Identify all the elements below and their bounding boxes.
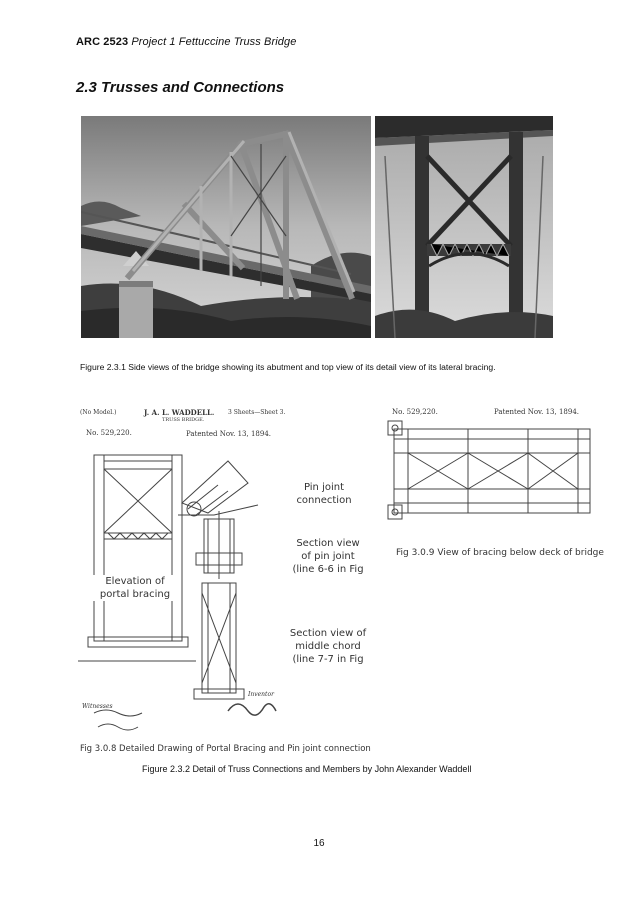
inventor-label: Inventor [248,691,274,698]
fig-309-caption: Fig 3.0.9 View of bracing below deck of bridge [396,548,604,558]
page-number: 16 [313,838,325,849]
course-code: ARC 2523 [76,36,129,48]
elevation-annotation: Elevation of portal bracing [90,575,180,601]
patent-date-left: Patented Nov. 13, 1894. [186,430,272,438]
lateral-bracing-view-photo [375,116,553,338]
truss-bridge-side-view-photo [81,116,371,338]
patent-subtitle: TRUSS BRIDGE. [162,417,205,423]
section-title: 2.3 Trusses and Connections [76,79,285,96]
patent-inventor-name: J. A. L. WADDELL. [144,408,215,417]
patent-no-model: (No Model.) [80,409,117,416]
patent-date-right: Patented Nov. 13, 1894. [494,408,580,416]
patent-number-right: No. 529,220. [392,408,438,416]
patent-sheet-count: 3 Sheets—Sheet 3. [228,409,286,416]
project-title: Project 1 Fettuccine Truss Bridge [131,36,297,48]
pin-joint-annotation: Pin joint connection [296,482,352,506]
page-header [76,36,296,48]
fig-308-caption: Fig 3.0.8 Detailed Drawing of Portal Bracing and Pin joint connection [80,744,371,754]
patent-drawing-composite [78,393,606,765]
section-chord-annotation: Section view of middle chord (line 7-7 in Fig [289,628,367,665]
patent-number-left: No. 529,220. [86,429,132,437]
figure-2-caption: Figure 2.3.2 Detail of Truss Connections and Members by John Alexander Waddell [142,764,472,774]
section-pin-annotation: Section view of pin joint (line 6-6 in Fig [292,538,364,575]
witnesses-label: Witnesses [82,703,113,710]
figure-1-caption: Figure 2.3.1 Side views of the bridge showing its abutment and top view of its detail view of its lateral bracing. [80,362,496,372]
